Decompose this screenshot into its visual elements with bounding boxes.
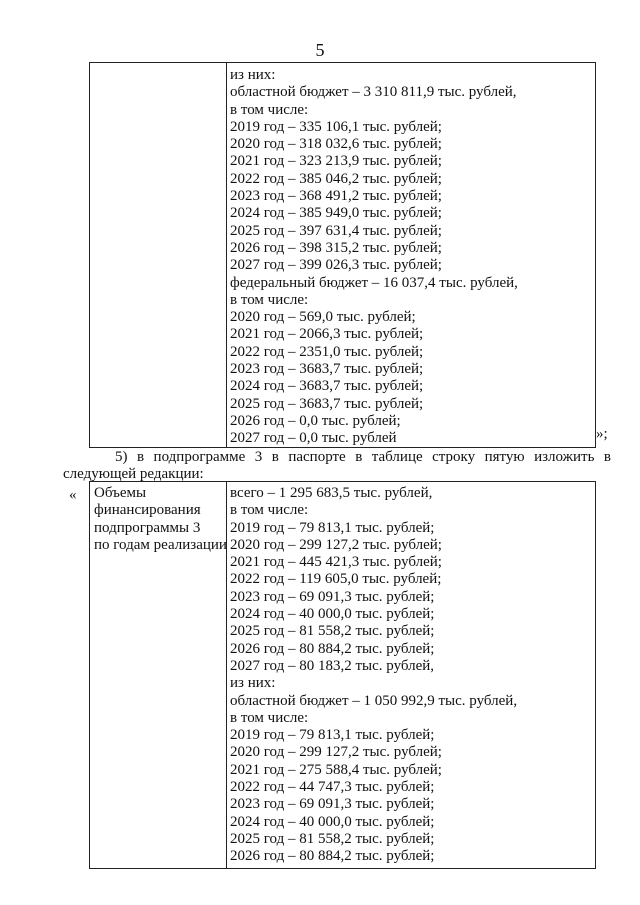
funding-line: 2019 год – 79 813,1 тыс. рублей;	[230, 519, 435, 536]
funding-line: 2022 год – 2351,0 тыс. рублей;	[230, 343, 424, 360]
funding-details-cell	[230, 485, 590, 866]
funding-line: 2023 год – 368 491,2 тыс. рублей;	[230, 188, 442, 205]
funding-line: 2021 год – 275 588,4 тыс. рублей;	[230, 761, 442, 778]
amendment-text-line-2: следующей редакции:	[63, 466, 204, 482]
funding-line: 2024 год – 385 949,0 тыс. рублей;	[230, 205, 442, 222]
funding-line: 2019 год – 335 106,1 тыс. рублей;	[230, 118, 442, 135]
row-label-cell	[94, 485, 226, 554]
funding-line: 2021 год – 445 421,3 тыс. рублей;	[230, 554, 442, 571]
funding-line: 2023 год – 3683,7 тыс. рублей;	[230, 361, 424, 378]
funding-line: 2027 год – 399 026,3 тыс. рублей;	[230, 257, 442, 274]
row-label-line: Объемы	[94, 485, 147, 501]
funding-line: из них:	[230, 675, 276, 692]
funding-line: 2020 год – 299 127,2 тыс. рублей;	[230, 744, 442, 761]
funding-line: 2021 год – 2066,3 тыс. рублей;	[230, 326, 424, 343]
funding-line: 2025 год – 397 631,4 тыс. рублей;	[230, 222, 442, 239]
funding-line: 2024 год – 40 000,0 тыс. рублей;	[230, 606, 435, 623]
funding-line: 2021 год – 323 213,9 тыс. рублей;	[230, 153, 442, 170]
funding-line: 2024 год – 40 000,0 тыс. рублей;	[230, 813, 435, 830]
funding-line: 2027 год – 0,0 тыс. рублей	[230, 430, 397, 447]
funding-line: 2022 год – 44 747,3 тыс. рублей;	[230, 779, 435, 796]
funding-line: в том числе:	[230, 709, 309, 726]
funding-line: 2020 год – 569,0 тыс. рублей;	[230, 309, 416, 326]
funding-line: 2024 год – 3683,7 тыс. рублей;	[230, 378, 424, 395]
row-label-line: по годам реализации	[94, 536, 227, 553]
row-label-line: финансирования	[94, 502, 201, 519]
funding-line: 2026 год – 80 884,2 тыс. рублей;	[230, 640, 435, 657]
funding-line: 2026 год – 398 315,2 тыс. рублей;	[230, 239, 442, 256]
funding-line: 2020 год – 318 032,6 тыс. рублей;	[230, 136, 442, 153]
funding-details-cell	[230, 67, 590, 448]
funding-line: областной бюджет – 3 310 811,9 тыс. рублей,	[230, 84, 517, 101]
funding-line: из них:	[230, 67, 276, 83]
funding-table-subprogram-3	[89, 481, 596, 869]
funding-table-continued	[89, 62, 596, 448]
funding-line: федеральный бюджет – 16 037,4 тыс. рублей,	[230, 274, 518, 291]
funding-line: 2026 год – 0,0 тыс. рублей;	[230, 412, 401, 429]
funding-line: 2020 год – 299 127,2 тыс. рублей;	[230, 536, 442, 553]
page-number: 5	[315, 40, 325, 60]
funding-line: 2027 год – 80 183,2 тыс. рублей,	[230, 657, 435, 674]
funding-line: областной бюджет – 1 050 992,9 тыс. рублей,	[230, 692, 518, 709]
funding-line: 2023 год – 69 091,3 тыс. рублей;	[230, 588, 435, 605]
funding-line: 2025 год – 81 558,2 тыс. рублей;	[230, 623, 435, 640]
row-label-line: подпрограммы 3	[94, 519, 201, 536]
funding-line: в том числе:	[230, 502, 309, 519]
opening-quote: «	[69, 487, 77, 503]
funding-line: всего – 1 295 683,5 тыс. рублей,	[230, 485, 433, 501]
funding-line: 2025 год – 3683,7 тыс. рублей;	[230, 395, 424, 412]
funding-line: в том числе:	[230, 101, 309, 118]
funding-line: 2022 год – 119 605,0 тыс. рублей;	[230, 571, 442, 588]
funding-line: 2026 год – 80 884,2 тыс. рублей;	[230, 848, 435, 865]
column-divider	[226, 63, 227, 447]
funding-line: 2023 год – 69 091,3 тыс. рублей;	[230, 796, 435, 813]
funding-line: в том числе:	[230, 291, 309, 308]
closing-quote: »;	[596, 426, 608, 442]
amendment-text-line-1: 5) в подпрограмме 3 в паспорте в таблице строку пятую изложить в	[115, 449, 611, 465]
funding-line: 2022 год – 385 046,2 тыс. рублей;	[230, 170, 442, 187]
funding-line: 2025 год – 81 558,2 тыс. рублей;	[230, 830, 435, 847]
amendment-paragraph	[63, 449, 611, 483]
funding-line: 2019 год – 79 813,1 тыс. рублей;	[230, 727, 435, 744]
